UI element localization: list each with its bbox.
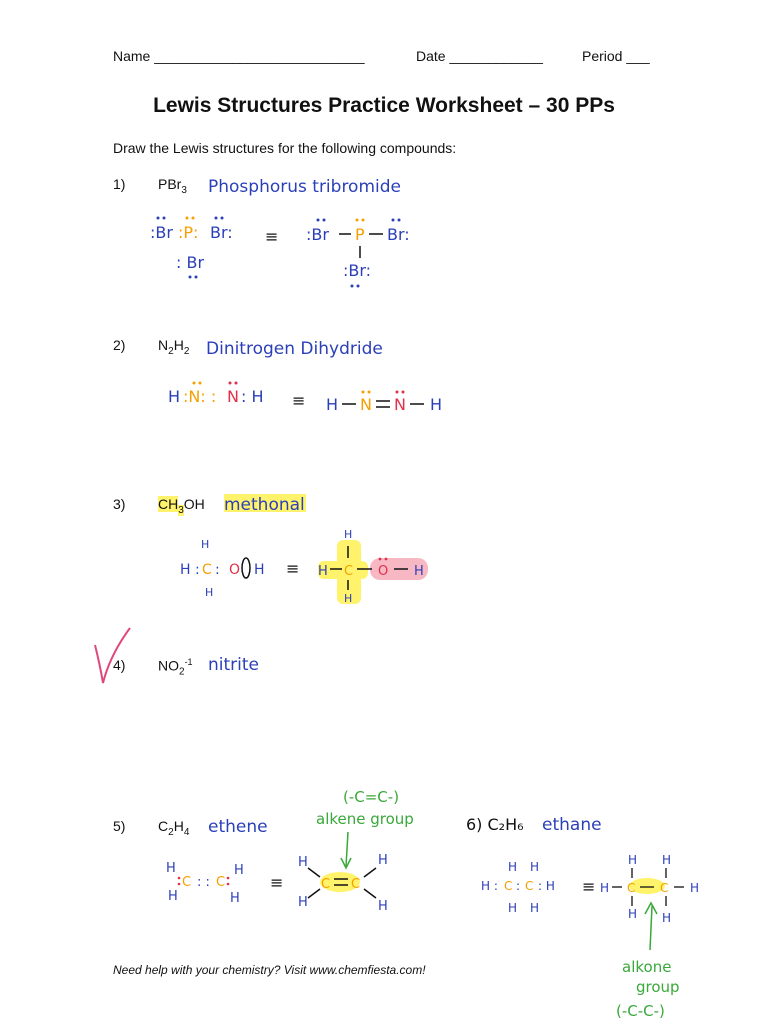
atom-label: H bbox=[205, 586, 214, 599]
electron-dot bbox=[221, 217, 224, 220]
electron-dot bbox=[392, 219, 395, 222]
question-number: 4) bbox=[113, 657, 126, 673]
lewis-c2h4-dot bbox=[166, 861, 244, 906]
lewis-c2h6-bonds bbox=[600, 853, 699, 925]
handwritten-question: 6) C₂H₆ bbox=[466, 815, 524, 834]
electron-dot bbox=[192, 217, 195, 220]
equivalence-sign: ≡ bbox=[292, 391, 306, 410]
handwritten-name: ethane bbox=[542, 815, 602, 835]
atom-label: O bbox=[378, 564, 389, 579]
atom-label: H : bbox=[180, 562, 200, 578]
name-field: Name ___________________________ bbox=[113, 48, 365, 64]
formula-c2h4: $C_2H_4$ bbox=[158, 818, 190, 838]
atom-label: H bbox=[628, 853, 638, 867]
atom-label: H bbox=[530, 860, 540, 874]
electron-dot bbox=[396, 391, 399, 394]
electron-dot bbox=[379, 558, 382, 561]
formula-ch3oh: $CH_3OH$ bbox=[158, 496, 205, 516]
electron-dot bbox=[186, 217, 189, 220]
atom-label: H bbox=[430, 395, 443, 414]
electron-dot bbox=[193, 382, 196, 385]
handwritten-name: Dinitrogen Dihydride bbox=[206, 339, 383, 359]
atom-label: H bbox=[326, 395, 339, 414]
electron-dot bbox=[357, 285, 360, 288]
atom-label: O bbox=[229, 562, 241, 578]
equivalence-sign: ≡ bbox=[265, 227, 279, 246]
atom-label: H bbox=[230, 891, 240, 906]
handwritten-name: Phosphorus tribromide bbox=[208, 177, 401, 197]
atom-label: H bbox=[600, 881, 610, 895]
atom-label: H bbox=[414, 564, 424, 579]
atom-label: C bbox=[627, 881, 636, 895]
electron-dot bbox=[235, 382, 238, 385]
atom-label: H bbox=[344, 592, 353, 605]
atom-label: C bbox=[525, 879, 534, 893]
lewis-n2h2-dot bbox=[168, 382, 264, 407]
atom-label: H bbox=[690, 881, 700, 895]
arrow-icon bbox=[346, 832, 348, 866]
atom-label: : Br bbox=[176, 253, 205, 272]
electron-dot bbox=[189, 276, 192, 279]
electron-dot bbox=[229, 382, 232, 385]
atom-label: Br: bbox=[210, 223, 233, 242]
electron-dot bbox=[368, 391, 371, 394]
question-number: 2) bbox=[113, 337, 126, 353]
bond-line bbox=[364, 889, 376, 898]
atom-label: N bbox=[227, 387, 239, 406]
electron-dot bbox=[402, 391, 405, 394]
lewis-pbr3-bonds bbox=[306, 219, 410, 288]
electron-dot bbox=[323, 219, 326, 222]
electron-dot bbox=[227, 877, 230, 880]
atom-label: C bbox=[321, 877, 331, 892]
electron-dot bbox=[178, 877, 181, 880]
electron-dot bbox=[398, 219, 401, 222]
atom-label: H bbox=[628, 907, 638, 921]
atom-label: H bbox=[508, 860, 518, 874]
atom-label: H : bbox=[481, 879, 498, 893]
electron-dot bbox=[163, 217, 166, 220]
lewis-n2h2-bonds bbox=[326, 391, 442, 415]
electron-dot bbox=[356, 219, 359, 222]
formula-n2h2: $N_2H_2$ bbox=[158, 337, 190, 357]
annotation-label: alkene group bbox=[316, 810, 414, 828]
electron-dot bbox=[157, 217, 160, 220]
electron-dot bbox=[195, 276, 198, 279]
atom-label: H bbox=[378, 899, 388, 914]
atom-label: H bbox=[662, 853, 672, 867]
atom-label: C bbox=[660, 881, 669, 895]
atom-label: H bbox=[168, 387, 181, 406]
atom-label: : : bbox=[197, 875, 210, 890]
atom-label: H bbox=[378, 853, 388, 868]
atom-label: H bbox=[298, 895, 308, 910]
lewis-pbr3-dot bbox=[150, 217, 233, 279]
atom-label: H bbox=[508, 901, 518, 915]
atom-label: :P: bbox=[178, 223, 199, 242]
electron-dot bbox=[178, 883, 181, 886]
atom-label: H bbox=[166, 861, 176, 876]
period-field: Period ___ bbox=[582, 48, 650, 64]
atom-label: N bbox=[394, 395, 406, 414]
electron-dot bbox=[199, 382, 202, 385]
electron-dot bbox=[215, 217, 218, 220]
atom-label: : H bbox=[241, 387, 264, 406]
date-field: Date ____________ bbox=[416, 48, 543, 64]
handwritten-name: methonal bbox=[224, 495, 305, 515]
electron-dot bbox=[317, 219, 320, 222]
atom-label: H bbox=[662, 911, 672, 925]
electron-dot bbox=[351, 285, 354, 288]
atom-label: H bbox=[344, 528, 353, 541]
atom-label: :Br bbox=[150, 223, 173, 242]
atom-label: :N: : bbox=[183, 387, 217, 406]
atom-label: C bbox=[216, 875, 226, 890]
footer-note: Need help with your chemistry? Visit www.chemfiesta.com! bbox=[113, 963, 426, 977]
atom-label: : H bbox=[538, 879, 555, 893]
atom-label: N bbox=[360, 395, 372, 414]
annotation-label: group bbox=[636, 978, 680, 996]
bond-line bbox=[308, 868, 320, 877]
atom-label: : bbox=[215, 562, 220, 578]
question-number: 5) bbox=[113, 818, 126, 834]
atom-label: H bbox=[530, 901, 540, 915]
page-title: Lewis Structures Practice Worksheet – 30 PPs bbox=[153, 94, 615, 117]
equivalence-sign: ≡ bbox=[582, 877, 596, 896]
atom-label: H bbox=[168, 889, 178, 904]
bond-circle bbox=[242, 558, 250, 578]
bond-line bbox=[308, 889, 320, 898]
annotation-formula: (-C=C-) bbox=[343, 788, 400, 806]
annotation-formula: (-C-C-) bbox=[616, 1002, 665, 1020]
atom-label: H bbox=[254, 562, 265, 578]
formula-no2: $NO_2^{-1}$ bbox=[158, 657, 193, 678]
handwritten-name: nitrite bbox=[208, 655, 259, 675]
atom-label: C bbox=[344, 564, 354, 579]
atom-label: H bbox=[298, 855, 308, 870]
atom-label: C bbox=[202, 562, 212, 578]
question-number: 1) bbox=[113, 176, 126, 192]
lewis-ch3oh-bonds bbox=[318, 528, 428, 605]
formula-pbr3: PBr$_3$ bbox=[158, 176, 187, 196]
atom-label: H bbox=[234, 863, 244, 878]
question-number: 3) bbox=[113, 496, 126, 512]
electron-dot bbox=[227, 883, 230, 886]
atom-label: P bbox=[355, 225, 365, 244]
atom-label: H bbox=[318, 564, 328, 579]
instructions: Draw the Lewis structures for the following compounds: bbox=[113, 140, 457, 156]
electron-dot bbox=[362, 391, 365, 394]
bond-line bbox=[364, 868, 376, 877]
handwritten-name: ethene bbox=[208, 817, 268, 837]
electron-dot bbox=[385, 558, 388, 561]
atom-label: Br: bbox=[387, 225, 410, 244]
lewis-ch3oh-dot bbox=[180, 538, 265, 599]
lewis-c2h6-dot bbox=[481, 860, 555, 915]
arrow-icon bbox=[650, 906, 652, 950]
atom-label: :Br: bbox=[343, 261, 372, 280]
atom-label: : bbox=[516, 879, 521, 893]
atom-label: :Br bbox=[306, 225, 329, 244]
equivalence-sign: ≡ bbox=[270, 873, 284, 892]
equivalence-sign: ≡ bbox=[286, 559, 300, 578]
check-mark-icon bbox=[95, 628, 130, 683]
atom-label: C bbox=[351, 877, 361, 892]
atom-label: C bbox=[182, 875, 192, 890]
electron-dot bbox=[362, 219, 365, 222]
atom-label: H bbox=[201, 538, 210, 551]
atom-label: C bbox=[504, 879, 513, 893]
annotation-label: alkone bbox=[622, 958, 672, 976]
